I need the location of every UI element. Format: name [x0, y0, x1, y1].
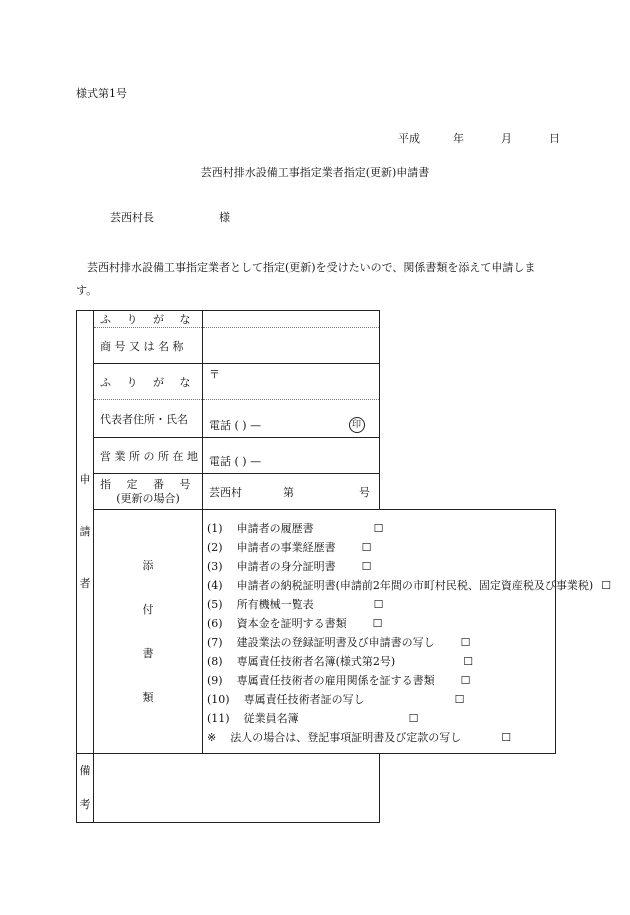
attachment-item: [207, 690, 555, 709]
designation-label: 指 定 番 号 (更新の場合): [94, 474, 203, 510]
representative-field[interactable]: [203, 400, 380, 438]
attachment-item: [207, 576, 612, 595]
attachment-checkbox[interactable]: ☐: [373, 521, 384, 535]
attachments-list-cell: [203, 510, 612, 754]
phone-line-2: 電話 ( ) —: [209, 455, 262, 468]
attachments-side-label: 添 付 書 類: [94, 510, 203, 754]
date-day: 日: [549, 132, 560, 145]
date-year: 年: [453, 132, 464, 145]
designation-go: 号: [359, 485, 370, 499]
addressee: [110, 209, 230, 225]
attachment-number: (11): [207, 711, 230, 725]
attachment-number: (6): [207, 616, 223, 630]
postal-mark: 〒: [209, 368, 220, 381]
attachment-item: [207, 538, 555, 557]
seal-mark-icon: 印: [349, 417, 365, 433]
furigana-field-1[interactable]: [203, 311, 380, 328]
attachment-number: (5): [207, 597, 223, 611]
attachment-number: (9): [207, 673, 223, 687]
attachment-text: 建設業法の登録証明書及び申請書の写し: [236, 635, 435, 649]
attachment-text: 申請者の納税証明書(申請前2年間の市町村民税、固定資産税及び事業税): [236, 578, 594, 592]
attachment-number: (8): [207, 654, 223, 668]
attachment-item: [207, 557, 555, 576]
furigana-label-1: ふ り が な: [94, 311, 203, 328]
attachment-text: 申請者の身分証明書: [236, 559, 336, 573]
addressee-name: 芸西村長: [110, 211, 154, 224]
designation-field[interactable]: [203, 474, 380, 510]
attachment-item: [207, 633, 555, 652]
date-era: 平成: [398, 132, 420, 145]
attachment-number: (1): [207, 521, 223, 535]
phone-line-1: 電話 ( ) —: [209, 419, 262, 432]
attachment-checkbox[interactable]: ☐: [408, 711, 419, 725]
remarks-side-label: 備 考: [77, 754, 94, 823]
request-statement: 芸西村排水設備工事指定業者として指定(更新)を受けたいので、関係書類を添えて申請します。: [76, 261, 536, 297]
attachment-checkbox[interactable]: ☐: [361, 559, 372, 573]
attachment-checkbox[interactable]: ☐: [372, 616, 383, 630]
attachment-item: [207, 728, 555, 747]
furigana-field-2[interactable]: [203, 364, 380, 400]
attachment-number: (3): [207, 559, 223, 573]
attachment-text: 専属責任技術者証の写し: [243, 692, 365, 706]
attachment-item: [207, 652, 555, 671]
attachment-number: (7): [207, 635, 223, 649]
attachments-list: [203, 513, 612, 751]
attachment-checkbox[interactable]: ☐: [460, 673, 471, 687]
attachment-checkbox[interactable]: ☐: [501, 730, 512, 744]
attachment-item: [207, 614, 555, 633]
office-location-field[interactable]: [203, 438, 380, 474]
attachment-number: (2): [207, 540, 223, 554]
attachment-number: ※: [207, 730, 217, 744]
attachment-checkbox[interactable]: ☐: [463, 654, 474, 668]
attachment-text: 所有機械一覧表: [236, 597, 314, 611]
date-month: 月: [501, 132, 512, 145]
furigana-label-2: ふ り が な: [94, 364, 203, 400]
attachment-text: 法人の場合は、登記事項証明書及び定款の写し: [230, 730, 462, 744]
attachment-number: (4): [207, 578, 223, 592]
attachment-checkbox[interactable]: ☐: [601, 578, 612, 592]
document-title: 芸西村排水設備工事指定業者指定(更新)申請書: [200, 166, 430, 179]
attachment-text: 申請者の事業経歴書: [236, 540, 336, 554]
honorific: 様: [219, 211, 230, 224]
attachment-text: 専属責任技術者の雇用関係を証する書類: [236, 673, 435, 687]
designation-village: 芸西村: [209, 485, 242, 499]
attachment-item: [207, 519, 555, 538]
attachment-text: 従業員名簿: [243, 711, 299, 725]
form-number: 様式第1号: [76, 87, 127, 100]
applicant-side-label: 申 請 者: [77, 311, 94, 754]
attachment-item: [207, 595, 555, 614]
designation-dai: 第: [283, 485, 294, 499]
business-name-field[interactable]: [203, 328, 380, 364]
office-location-label: 営 業 所 の 所 在 地: [94, 438, 203, 474]
attachment-checkbox[interactable]: ☐: [373, 597, 384, 611]
attachment-number: (10): [207, 692, 230, 706]
attachment-item: [207, 671, 555, 690]
date-line: [398, 130, 560, 146]
representative-label: 代表者住所・氏名: [94, 400, 203, 438]
application-table: [76, 310, 612, 823]
attachment-checkbox[interactable]: ☐: [454, 692, 465, 706]
attachment-text: 資本金を証明する書類: [236, 616, 347, 630]
remarks-field[interactable]: [94, 754, 380, 823]
attachment-checkbox[interactable]: ☐: [460, 635, 471, 649]
attachment-item: [207, 709, 555, 728]
business-name-label: 商 号 又 は 名 称: [94, 328, 203, 364]
attachment-text: 申請者の履歴書: [236, 521, 314, 535]
attachment-text: 専属責任技術者名簿(様式第2号): [236, 654, 396, 668]
attachment-checkbox[interactable]: ☐: [361, 540, 372, 554]
